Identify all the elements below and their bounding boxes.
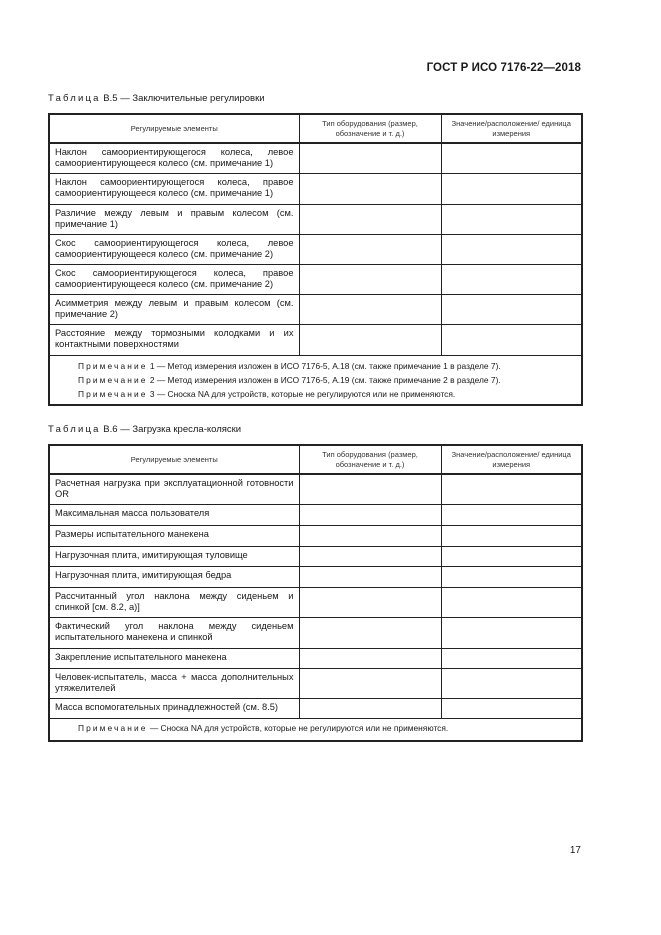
value-cell[interactable] <box>441 264 582 294</box>
equipment-cell[interactable] <box>299 525 441 546</box>
equipment-cell[interactable] <box>299 173 441 204</box>
note <box>78 359 576 373</box>
equipment-cell[interactable] <box>299 504 441 525</box>
notes-row <box>49 718 582 741</box>
row-label: Размеры испытательного манекена <box>49 525 299 546</box>
caption-dash: — <box>120 93 130 104</box>
note-number: 3 <box>149 388 155 399</box>
table-row <box>49 617 582 648</box>
table-wheelchair-loading <box>48 444 583 742</box>
table-row <box>49 474 582 504</box>
caption-title: Загрузка кресла-коляски <box>132 424 242 435</box>
value-cell[interactable] <box>441 204 582 234</box>
equipment-cell[interactable] <box>299 264 441 294</box>
equipment-cell[interactable] <box>299 143 441 173</box>
note-label: Примечание <box>78 374 148 385</box>
table-row <box>49 143 582 173</box>
value-cell[interactable] <box>441 566 582 587</box>
table-row <box>49 324 582 355</box>
row-label: Наклон самоориентирующегося колеса, правое самоориентирующееся колесо (см. примечание 1) <box>49 173 299 204</box>
caption-number: В.6 <box>103 424 118 435</box>
column-header: Тип оборудования (размер, обозначение и т. д.) <box>299 114 441 143</box>
row-label: Скос самоориентирующегося колеса, правое самоориентирующееся колесо (см. примечание 2) <box>49 264 299 294</box>
table-row <box>49 264 582 294</box>
note-text: — Сноска NA для устройств, которые не регулируются или не применяются. <box>149 722 449 733</box>
table-row <box>49 587 582 617</box>
notes-row <box>49 355 582 405</box>
note-label: Примечание <box>78 360 148 371</box>
note-number: 2 <box>149 374 155 385</box>
row-label: Нагрузочная плита, имитирующая бедра <box>49 566 299 587</box>
equipment-cell[interactable] <box>299 648 441 668</box>
note-text: — Метод измерения изложен в ИСО 7176-5, А.19 (см. также примечание 2 в разделе 7). <box>156 374 501 385</box>
table-row <box>49 566 582 587</box>
value-cell[interactable] <box>441 143 582 173</box>
equipment-cell[interactable] <box>299 324 441 355</box>
value-cell[interactable] <box>441 294 582 324</box>
note-label: Примечание <box>78 722 148 733</box>
note <box>78 373 576 387</box>
table-row <box>49 525 582 546</box>
equipment-cell[interactable] <box>299 294 441 324</box>
row-label: Закрепление испытательного манекена <box>49 648 299 668</box>
note-label: Примечание <box>78 388 148 399</box>
table-notes <box>49 355 582 405</box>
value-cell[interactable] <box>441 234 582 264</box>
table-caption <box>48 424 241 435</box>
row-label: Расстояние между тормозными колодками и их контактными поверхностями <box>49 324 299 355</box>
row-label: Наклон самоориентирующегося колеса, левое самоориентирующееся колесо (см. примечание 1) <box>49 143 299 173</box>
table-row <box>49 234 582 264</box>
table-notes <box>49 718 582 741</box>
value-cell[interactable] <box>441 324 582 355</box>
row-label: Асимметрия между левым и правым колесом (см. примечание 2) <box>49 294 299 324</box>
row-label: Человек-испытатель, масса + масса дополнительных утяжелителей <box>49 668 299 698</box>
note-number: 1 <box>149 360 155 371</box>
caption-title: Заключительные регулировки <box>132 93 265 104</box>
table-caption <box>48 93 265 104</box>
table-row <box>49 504 582 525</box>
equipment-cell[interactable] <box>299 204 441 234</box>
value-cell[interactable] <box>441 173 582 204</box>
note <box>78 387 576 401</box>
column-header: Тип оборудования (размер, обозначение и т. д.) <box>299 445 441 474</box>
standard-header: ГОСТ Р ИСО 7176-22—2018 <box>426 62 581 74</box>
table-row <box>49 698 582 718</box>
row-label: Расчетная нагрузка при эксплуатационной готовности OR <box>49 474 299 504</box>
equipment-cell[interactable] <box>299 617 441 648</box>
table-row <box>49 648 582 668</box>
column-header: Регулируемые элементы <box>49 114 299 143</box>
value-cell[interactable] <box>441 546 582 566</box>
value-cell[interactable] <box>441 617 582 648</box>
table-row <box>49 668 582 698</box>
value-cell[interactable] <box>441 648 582 668</box>
equipment-cell[interactable] <box>299 474 441 504</box>
value-cell[interactable] <box>441 474 582 504</box>
note-text: — Метод измерения изложен в ИСО 7176-5, А.18 (см. также примечание 1 в разделе 7). <box>156 360 501 371</box>
value-cell[interactable] <box>441 668 582 698</box>
value-cell[interactable] <box>441 698 582 718</box>
equipment-cell[interactable] <box>299 566 441 587</box>
equipment-cell[interactable] <box>299 668 441 698</box>
note <box>78 721 576 735</box>
note-text: — Сноска NA для устройств, которые не регулируются или не применяются. <box>156 388 456 399</box>
table-row <box>49 546 582 566</box>
table-row <box>49 173 582 204</box>
caption-dash: — <box>120 424 130 435</box>
equipment-cell[interactable] <box>299 546 441 566</box>
equipment-cell[interactable] <box>299 234 441 264</box>
column-header: Регулируемые элементы <box>49 445 299 474</box>
page-number: 17 <box>569 845 581 856</box>
equipment-cell[interactable] <box>299 587 441 617</box>
value-cell[interactable] <box>441 525 582 546</box>
table-final-adjustments <box>48 113 583 406</box>
value-cell[interactable] <box>441 587 582 617</box>
table-row <box>49 294 582 324</box>
table-row <box>49 204 582 234</box>
row-label: Различие между левым и правым колесом (см. примечание 1) <box>49 204 299 234</box>
equipment-cell[interactable] <box>299 698 441 718</box>
caption-label: Таблица <box>48 424 101 435</box>
column-header: Значение/расположение/ единица измерения <box>441 114 582 143</box>
caption-number: В.5 <box>103 93 118 104</box>
row-label: Нагрузочная плита, имитирующая туловище <box>49 546 299 566</box>
row-label: Рассчитанный угол наклона между сиденьем и спинкой [см. 8.2, а)] <box>49 587 299 617</box>
row-label: Скос самоориентирующегося колеса, левое самоориентирующееся колесо (см. примечание 2) <box>49 234 299 264</box>
column-header: Значение/расположение/ единица измерения <box>441 445 582 474</box>
value-cell[interactable] <box>441 504 582 525</box>
row-label: Максимальная масса пользователя <box>49 504 299 525</box>
row-label: Фактический угол наклона между сиденьем испытательного манекена и спинкой <box>49 617 299 648</box>
row-label: Масса вспомогательных принадлежностей (см. 8.5) <box>49 698 299 718</box>
caption-label: Таблица <box>48 93 101 104</box>
